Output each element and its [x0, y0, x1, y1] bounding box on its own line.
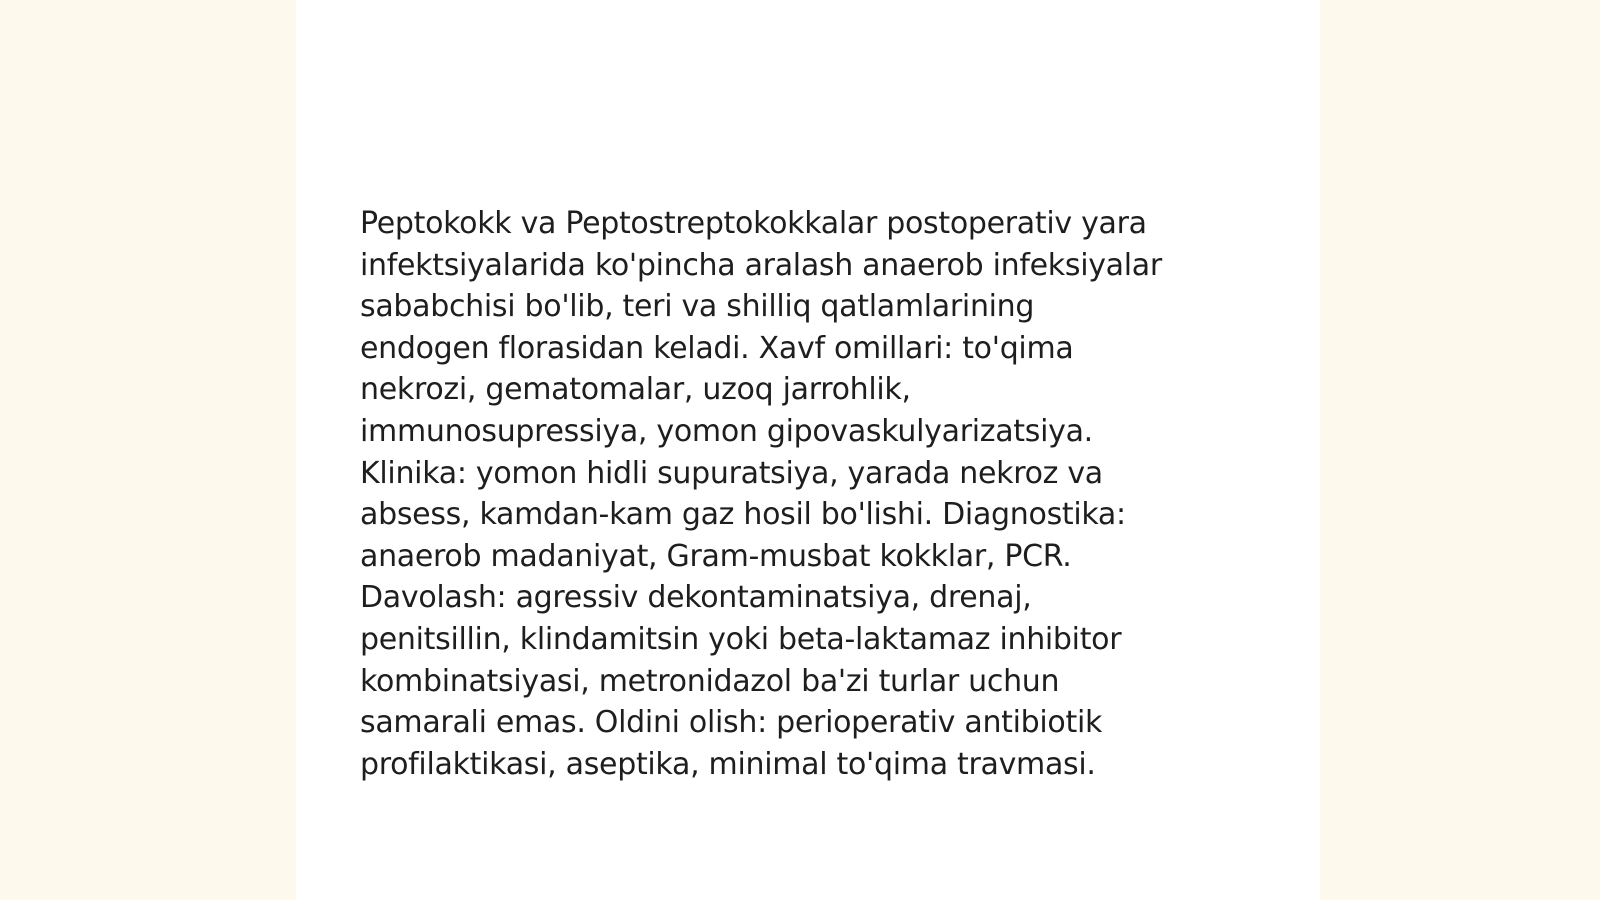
paragraph-line: endogen florasidan keladi. Xavf omillari: to'qima [360, 330, 1074, 366]
paragraph-line: nekrozi, gematomalar, uzoq jarrohlik, [360, 372, 911, 408]
paragraph-line: Davolash: agressiv dekontaminatsiya, drenaj, [360, 580, 1032, 616]
document-page [296, 0, 1320, 900]
paragraph-line: kombinatsiyasi, metronidazol ba'zi turlar uchun [360, 663, 1060, 699]
paragraph-line: absess, kamdan-kam gaz hosil bo'lishi. Diagnostika: [360, 497, 1126, 533]
paragraph-line: sababchisi bo'lib, teri va shilliq qatlamlarining [360, 289, 1035, 325]
body-paragraph [360, 203, 1260, 785]
paragraph-line: immunosupressiya, yomon gipovaskulyarizatsiya. [360, 413, 1093, 449]
paragraph-line: profilaktikasi, aseptika, minimal to'qima travmasi. [360, 746, 1096, 782]
paragraph-line: penitsillin, klindamitsin yoki beta-laktamaz inhibitor [360, 621, 1122, 657]
paragraph-line: Klinika: yomon hidli supuratsiya, yarada nekroz va [360, 455, 1103, 491]
paragraph-line: anaerob madaniyat, Gram-musbat kokklar, PCR. [360, 538, 1072, 574]
paragraph-line: infektsiyalarida ko'pincha aralash anaerob infeksiyalar [360, 247, 1162, 283]
paragraph-line: Peptokokk va Peptostreptokokkalar postoperativ yara [360, 206, 1147, 241]
paragraph-line: samarali emas. Oldini olish: perioperativ antibiotik [360, 705, 1103, 741]
